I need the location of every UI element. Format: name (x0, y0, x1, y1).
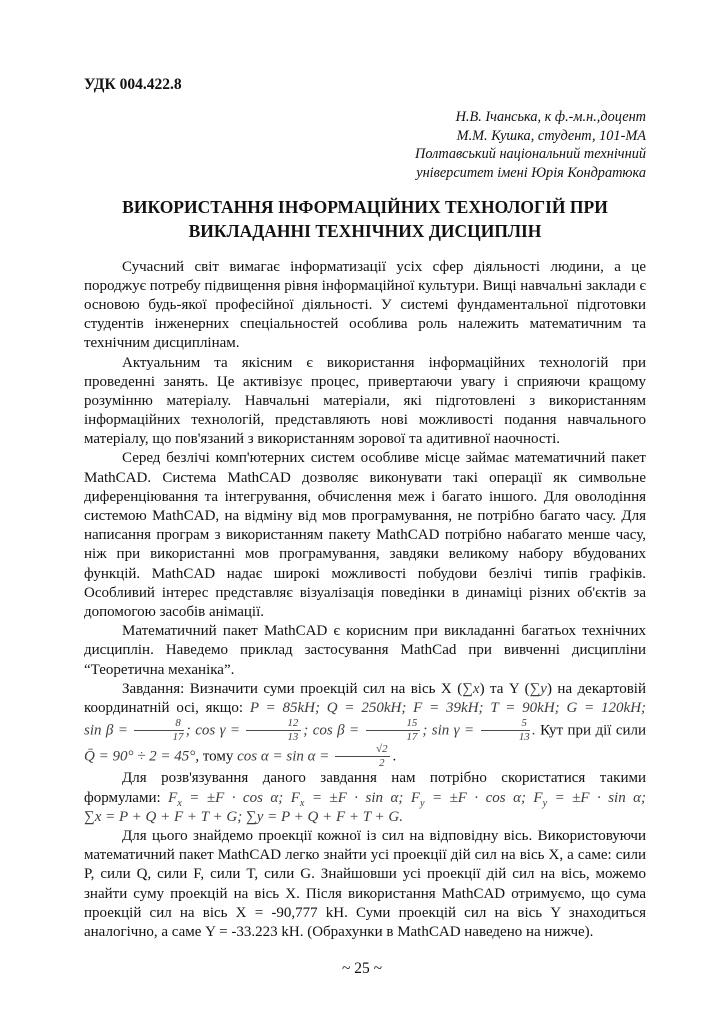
author-line: М.М. Кушка, студент, 101-МА (456, 127, 646, 144)
math-formula: sin γ = (431, 722, 479, 739)
paragraph: Актуальним та якісним є використання інформаційних технологій при проведенні занять. Це активізує процес, привертаючи увагу і сприяючи кращому розумінню матеріалу. Навчальні матеріали, які підготовлені з використанням інформаційних технологій, представляють нові можливості подання навчального матеріалу, що пов'язаний з використанням зорової та адитивної наочності. (84, 354, 646, 448)
math-formula: cos β = (312, 722, 364, 739)
article-body (84, 258, 646, 943)
math-fraction: $\frac{8}{17}$ (134, 718, 183, 744)
math-formula: P = 85kH; (249, 699, 320, 716)
math-formula: ; (303, 722, 309, 739)
math-formula: ∑y (529, 680, 547, 697)
paragraph: Завдання: Визначити суми проекцій сил на вісь X (∑x) та Y (∑y) на декартовій координатній осі, якщо: P = 85kH; Q = 250kH; F = 39kH; T = 90kH; G = 120kH; sin β = $\frac{8}{17}$ ; cos γ = $\frac{12}{13}$ ; cos β = $\frac{15}{17}$ ; sin γ = $\frac{5}{13}$ . Кут при дії сили Q̄ = 90° ÷ 2 = 45°, тому cos α = sin α = $\frac{√2}{2}$ . (84, 680, 647, 770)
math-formula: cos γ = (195, 722, 245, 739)
math-formula: sin β = (84, 722, 133, 739)
paragraph: Для розв'язування даного завдання нам потрібно скористатися такими формулами: $F_x = \pm F \cdot \cos \alpha$; $F_x = \pm F \cdot \sin \alpha$; $F_y = \pm F \cdot \cos \alpha$; $F_y = \pm F \cdot \sin \alpha$; ∑x = P + Q + F + T + G; ∑y = P + Q + F + T + G. (84, 770, 647, 825)
math-variable: $F_x$ (290, 789, 305, 809)
paragraph: Серед безлічі комп'ютерних систем особливе місце займає математичний пакет MathCAD. Система MathCAD дозволяє виконувати такі операції як символьне диференціювання та інтегрування, обчислення меж і багато іншого. Для оволодіння системою MathCAD, на відміну від мов програмування, не потрібно багато часу. Для написання програм з використанням пакету MathCAD потрібно набагато менше часу, ніж при використанні мов програмування, завдяки великому набору вбудованих функцій. MathCAD надає широкі можливості побудови безлічі типів графіків. Особливий інтерес представляє візуалізація поведінки в динаміці різних об'єктів за допомогою засобів анімації. (84, 450, 646, 620)
math-formula: ∑y = P + Q + F + T + G. (246, 808, 404, 825)
math-fraction: $\frac{5}{13}$ (481, 718, 530, 744)
author-line: університет імені Юрія Кондратюка (416, 164, 646, 181)
udc-code: УДК 004.422.8 (84, 76, 182, 93)
math-formula: . (531, 722, 536, 739)
math-formula: Q̄ = 90° ÷ 2 = 45° (84, 747, 196, 764)
paper-title-line-1: ВИКОРИСТАННЯ ІНФОРМАЦІЙНИХ ТЕХНОЛОГІЙ ПРИ (122, 197, 608, 218)
math-formula: G = 120kH; (566, 699, 647, 716)
math-formula: = ±F · sin α; (304, 789, 404, 806)
math-formula: Q = 250kH; (326, 699, 407, 716)
math-formula: F = 39kH; (413, 699, 484, 716)
math-formula: ; (185, 722, 191, 739)
math-formula: ∑x = P + Q + F + T + G; (84, 808, 243, 825)
math-fraction: $\frac{15}{17}$ (366, 718, 421, 744)
math-variable: $F_x$ (168, 789, 182, 809)
page-number: ~ 25 ~ (341, 960, 383, 977)
math-formula: = ±F · cos α; (424, 789, 526, 806)
author-block (84, 108, 646, 182)
math-formula: cos α = sin α = (237, 747, 334, 764)
paragraph: Для цього знайдемо проекції кожної із сил на відповідну вісь. Використовуючи математичний пакет MathCAD легко знайти усі проекції дій сил на вісь X, а саме: сили P, сили Q, сили F, сили T, сили G. Знайшовши усі проекції дій сил на вісь, можемо знайти суму проекцій на вісь X. Після використання MathCAD отримуємо, що сума проекцій сил на вісь X = -90,777 kH. Суми проекцій сил на вісь Y знаходиться аналогічно, а саме Y = -33.223 kH. (Обрахунки в MathCAD наведено на нижче). (84, 827, 646, 940)
math-formula: ; (422, 722, 428, 739)
math-variable: $F_y$ (410, 789, 425, 809)
author-line: Н.В. Ічанська, к ф.-м.н.,доцент (455, 109, 646, 125)
paragraph: Сучасний світ вимагає інформатизації усіх сфер діяльності людини, а це породжує потребу підвищення рівня інформаційної культури. Вищі навчальні заклади є основою будь-якої професійної діяльності. У системі фундаментальної підготовки студентів інженерних спеціальностей особлива роль належить математичним та технічним дисциплінам. (84, 258, 646, 352)
paragraph: Математичний пакет MathCAD є корисним при викладанні багатьох технічних дисциплін. Наведемо приклад застосування MathCad при вивченні дисципліни “Теоретична механіка”. (84, 623, 646, 678)
math-formula: T = 90kH; (490, 699, 560, 716)
paper-title-line-2: ВИКЛАДАННІ ТЕХНІЧНИХ ДИСЦИПЛІН (188, 220, 542, 241)
math-fraction: $\frac{√2}{2}$ (335, 744, 390, 770)
math-variable: $F_y$ (533, 789, 548, 809)
author-line: Полтавський національний технічний (415, 146, 646, 163)
math-formula: = ±F · sin α; (547, 789, 647, 806)
math-formula: = ±F · cos α; (181, 789, 284, 806)
paper-title (84, 196, 646, 243)
math-formula: ∑x (462, 680, 480, 697)
math-fraction: $\frac{12}{13}$ (246, 718, 301, 744)
